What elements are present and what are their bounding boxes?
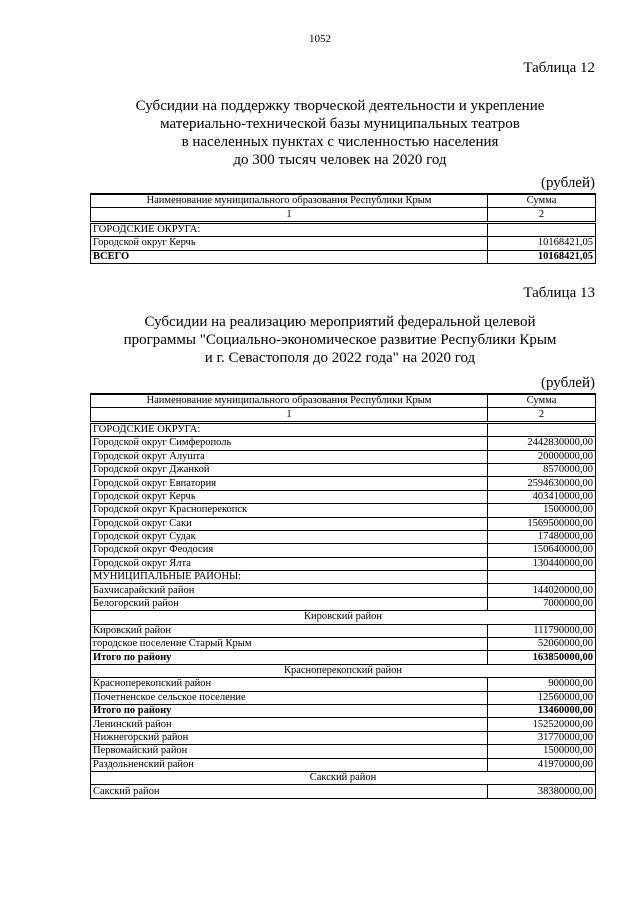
amount-cell: [488, 422, 596, 436]
table-row: [91, 222, 596, 236]
amount-cell: 152520000,00: [488, 718, 596, 731]
section-cell: Сакский район: [91, 771, 596, 784]
amount-cell: 13460000,00: [488, 704, 596, 717]
title-line: материально-технической базы муниципальных театров: [160, 116, 520, 132]
title-line: и г. Севастополя до 2022 года" на 2020 год: [204, 350, 476, 366]
table-row: [91, 517, 596, 530]
amount-cell: 12560000,00: [488, 691, 596, 704]
table-row: [91, 691, 596, 704]
header-name-cell: Наименование муниципального образования Республики Крым: [91, 194, 488, 208]
table-row: [91, 571, 596, 584]
table-13-label: Таблица 13: [523, 285, 595, 301]
table-row: [91, 530, 596, 543]
name-cell: Городской округ Керчь: [91, 490, 488, 503]
table-row: [91, 490, 596, 503]
amount-cell: 130440000,00: [488, 557, 596, 570]
table-13-title: [60, 313, 620, 367]
amount-cell: 111790000,00: [488, 624, 596, 637]
name-cell: Городской округ Саки: [91, 517, 488, 530]
table-row: [91, 745, 596, 758]
title-line: Субсидии на реализацию мероприятий федеральной целевой: [144, 314, 536, 330]
amount-cell: [488, 571, 596, 584]
name-cell: МУНИЦИПАЛЬНЫЕ РАЙОНЫ:: [91, 571, 488, 584]
amount-cell: 1500000,00: [488, 504, 596, 517]
name-cell: Сакский район: [91, 785, 488, 798]
section-row: [91, 771, 596, 784]
amount-cell: 1569500000,00: [488, 517, 596, 530]
table-13-unit: (рублей): [540, 375, 595, 391]
amount-cell: 2594630000,00: [488, 477, 596, 490]
table-row: [91, 785, 596, 798]
table-row: [91, 651, 596, 664]
header-name-cell: Наименование муниципального образования Республики Крым: [91, 394, 488, 408]
name-cell: Раздольненский район: [91, 758, 488, 771]
title-line: программы "Социально-экономическое развитие Республики Крым: [123, 332, 557, 348]
numbering-row: [91, 408, 596, 422]
name-cell: Городской округ Симферополь: [91, 437, 488, 450]
table-row: [91, 678, 596, 691]
name-cell: ГОРОДСКИЕ ОКРУГА:: [91, 222, 488, 236]
name-cell: Городской округ Джанкой: [91, 463, 488, 476]
column-number-cell: 1: [91, 208, 488, 222]
name-cell: Городской округ Евпатория: [91, 477, 488, 490]
amount-cell: 31770000,00: [488, 731, 596, 744]
name-cell: Красноперекопский район: [91, 678, 488, 691]
amount-cell: 38380000,00: [488, 785, 596, 798]
table-row: [91, 704, 596, 717]
name-cell: Нижнегорский район: [91, 731, 488, 744]
section-cell: Кировский район: [91, 611, 596, 624]
table-row: [91, 250, 596, 263]
table-row: [91, 504, 596, 517]
name-cell: Ленинский район: [91, 718, 488, 731]
table-12: [90, 193, 596, 264]
table-row: [91, 624, 596, 637]
table-12-title: [60, 97, 620, 169]
column-number-cell: 2: [488, 208, 596, 222]
title-line: в населенных пунктах с численностью населения: [181, 134, 499, 150]
amount-cell: 41970000,00: [488, 758, 596, 771]
table-row: [91, 731, 596, 744]
title-line: Субсидии на поддержку творческой деятельности и укрепление: [135, 98, 545, 114]
name-cell: городское поселение Старый Крым: [91, 638, 488, 651]
amount-cell: 17480000,00: [488, 530, 596, 543]
header-amount-cell: Сумма: [488, 394, 596, 408]
amount-cell: 2442830000,00: [488, 437, 596, 450]
name-cell: Городской округ Алушта: [91, 450, 488, 463]
table-row: [91, 437, 596, 450]
name-cell: Городской округ Судак: [91, 530, 488, 543]
name-cell: Городской округ Феодосия: [91, 544, 488, 557]
table-row: [91, 544, 596, 557]
section-row: [91, 611, 596, 624]
amount-cell: 150640000,00: [488, 544, 596, 557]
amount-cell: 900000,00: [488, 678, 596, 691]
table-row: [91, 557, 596, 570]
header-row: [91, 394, 596, 408]
amount-cell: 8570000,00: [488, 463, 596, 476]
title-line: до 300 тысяч человек на 2020 год: [233, 152, 447, 168]
name-cell: Итого по району: [91, 651, 488, 664]
name-cell: ВСЕГО: [91, 250, 488, 263]
name-cell: Первомайский район: [91, 745, 488, 758]
table-row: [91, 718, 596, 731]
amount-cell: 403410000,00: [488, 490, 596, 503]
section-row: [91, 664, 596, 677]
column-number-cell: 1: [91, 408, 488, 422]
name-cell: Почетненское сельское поселение: [91, 691, 488, 704]
amount-cell: 10168421,05: [488, 250, 596, 263]
table-row: [91, 450, 596, 463]
name-cell: Бахчисарайский район: [91, 584, 488, 597]
amount-cell: 144020000,00: [488, 584, 596, 597]
numbering-row: [91, 208, 596, 222]
name-cell: Городской округ Красноперекопск: [91, 504, 488, 517]
amount-cell: [488, 222, 596, 236]
page-number: 1052: [309, 33, 331, 45]
table-row: [91, 584, 596, 597]
table-12-unit: (рублей): [540, 175, 595, 191]
header-row: [91, 194, 596, 208]
amount-cell: 10168421,05: [488, 237, 596, 250]
amount-cell: 163850000,00: [488, 651, 596, 664]
table-row: [91, 463, 596, 476]
amount-cell: 52060000,00: [488, 638, 596, 651]
table-row: [91, 477, 596, 490]
table-row: [91, 758, 596, 771]
amount-cell: 20000000,00: [488, 450, 596, 463]
name-cell: Городской округ Ялта: [91, 557, 488, 570]
amount-cell: 1500000,00: [488, 745, 596, 758]
name-cell: Кировский район: [91, 624, 488, 637]
name-cell: Итого по району: [91, 704, 488, 717]
name-cell: Белогорский район: [91, 597, 488, 610]
table-13: [90, 393, 596, 799]
table-row: [91, 597, 596, 610]
name-cell: ГОРОДСКИЕ ОКРУГА:: [91, 422, 488, 436]
table-row: [91, 422, 596, 436]
header-amount-cell: Сумма: [488, 194, 596, 208]
amount-cell: 7000000,00: [488, 597, 596, 610]
section-cell: Красноперекопский район: [91, 664, 596, 677]
column-number-cell: 2: [488, 408, 596, 422]
name-cell: Городской округ Керчь: [91, 237, 488, 250]
table-row: [91, 638, 596, 651]
table-12-label: Таблица 12: [523, 60, 595, 76]
table-row: [91, 237, 596, 250]
